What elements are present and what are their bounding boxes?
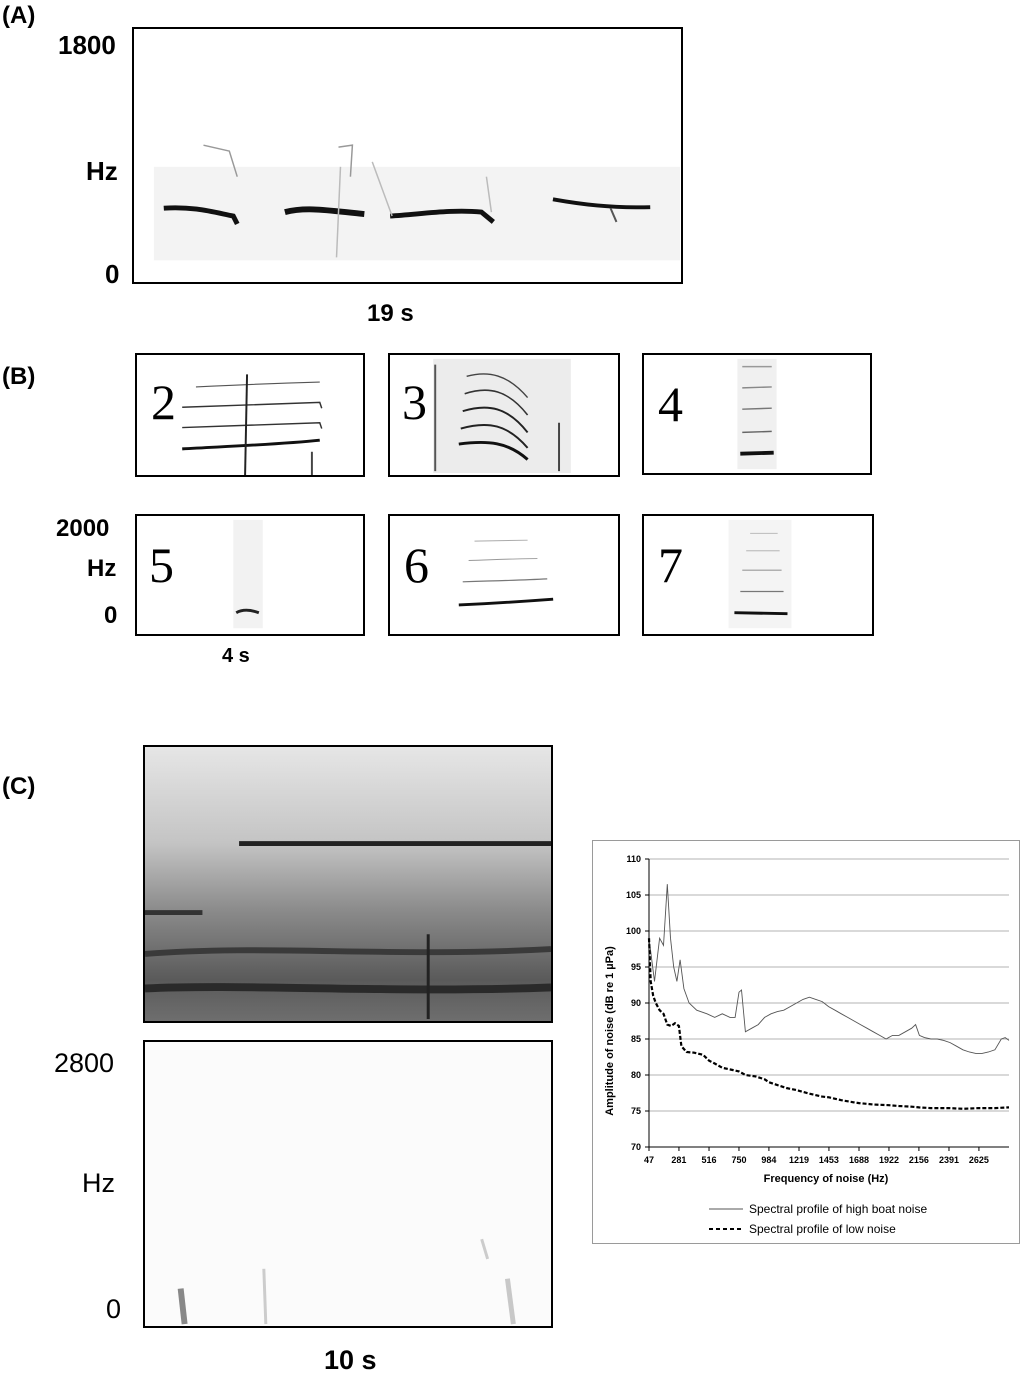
y-tick-label: 105: [625, 890, 641, 900]
chart-y-axis-label: Amplitude of noise (dB re 1 µPa): [604, 946, 616, 1116]
legend-label-low-noise: Spectral profile of low noise: [749, 1222, 896, 1236]
y-tick-label: 80: [630, 1070, 641, 1080]
panel-c-spectrogram-low-noise: [143, 1040, 553, 1328]
x-tick-label: 516: [701, 1155, 717, 1165]
panel-b-y-bottom: 0: [104, 602, 118, 629]
legend-label-high-boat-noise: Spectral profile of high boat noise: [749, 1202, 928, 1216]
call-number-7: 7: [658, 537, 683, 593]
call-number-3: 3: [402, 374, 427, 430]
series-line-low-noise: [649, 938, 1009, 1109]
panel-b-label: (B): [2, 363, 36, 390]
panel-c-y-unit: Hz: [82, 1168, 115, 1198]
panel-c-time-label: 10 s: [324, 1345, 377, 1375]
call-number-6: 6: [404, 537, 429, 593]
y-tick-label: 85: [630, 1034, 641, 1044]
panel-c-label: (C): [2, 773, 36, 800]
x-tick-label: 1219: [788, 1155, 810, 1165]
x-tick-label: 2625: [968, 1155, 989, 1165]
x-tick-label: 47: [643, 1155, 655, 1165]
noise-spectrum-chart-frame: [592, 840, 1020, 1244]
x-tick-label: 2156: [908, 1155, 929, 1165]
panel-b-time-label: 4 s: [222, 645, 250, 667]
noise-spectrum-chart: [593, 841, 1019, 1243]
y-tick-label: 100: [625, 926, 641, 936]
chart-legend: [709, 1202, 927, 1236]
panel-a-y-bottom: 0: [105, 259, 120, 289]
call-3-spectrogram: [388, 353, 620, 477]
call-2-spectrogram: [135, 353, 365, 477]
panel-a-y-unit: Hz: [86, 156, 118, 186]
call-number-5: 5: [149, 537, 174, 593]
call-number-4: 4: [658, 376, 683, 432]
panel-c-spectrogram-high-noise: [143, 745, 553, 1023]
y-tick-label: 110: [626, 854, 641, 864]
y-tick-label: 70: [630, 1142, 641, 1152]
panel-a-label: (A): [2, 2, 36, 29]
call-6-spectrogram: [388, 514, 620, 636]
chart-x-ticks: [644, 1155, 989, 1165]
x-tick-label: 1453: [818, 1155, 839, 1165]
y-tick-label: 75: [630, 1106, 641, 1116]
panel-a-time-label: 19 s: [367, 300, 414, 327]
chart-grid: [649, 859, 1009, 1111]
chart-x-axis-label: Frequency of noise (Hz): [763, 1173, 889, 1185]
x-tick-label: 281: [671, 1155, 687, 1165]
x-tick-label: 1688: [848, 1155, 870, 1165]
x-tick-label: 984: [761, 1155, 777, 1165]
panel-c-y-top: 2800: [54, 1048, 115, 1078]
panel-a-spectrogram: [132, 27, 683, 284]
panel-b-y-top: 2000: [56, 515, 110, 542]
y-tick-label: 95: [630, 962, 641, 972]
x-tick-label: 750: [731, 1155, 747, 1165]
y-tick-label: 90: [630, 998, 641, 1008]
panel-c-y-bottom: 0: [106, 1294, 122, 1324]
call-7-spectrogram: [642, 514, 874, 636]
x-tick-label: 2391: [938, 1155, 959, 1165]
x-tick-label: 1922: [878, 1155, 899, 1165]
call-5-spectrogram: [135, 514, 365, 636]
series-line-high-boat-noise: [649, 884, 1009, 1053]
panel-b-y-unit: Hz: [87, 555, 117, 582]
call-number-2: 2: [151, 374, 176, 430]
chart-y-ticks: [626, 854, 641, 1152]
panel-a-y-top: 1800: [58, 30, 116, 60]
call-4-spectrogram: [642, 353, 872, 475]
